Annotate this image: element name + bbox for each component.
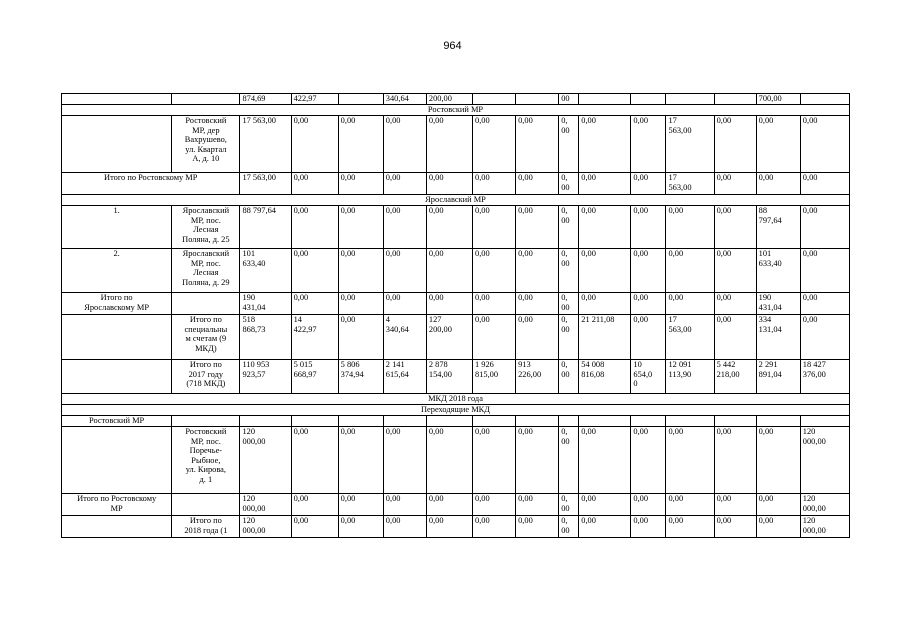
year-total-row: [62, 360, 850, 394]
house-row: [62, 116, 850, 173]
section-title: МКД 2018 года: [62, 394, 850, 405]
value-cell: 0,00: [516, 427, 559, 494]
value-cell: [338, 416, 383, 427]
year-total-row: [62, 516, 850, 538]
value-cell: 913 226,00: [516, 360, 559, 394]
value-cell: 0,00: [338, 116, 383, 173]
value-cell: [516, 416, 559, 427]
value-cell: 1 926 815,00: [473, 360, 516, 394]
value-cell: 0,00: [291, 116, 338, 173]
value-cell: 0, 00: [559, 360, 579, 394]
value-cell: [631, 416, 666, 427]
value-cell: [666, 94, 714, 105]
value-cell: 0,00: [291, 206, 338, 249]
value-cell: [579, 94, 631, 105]
district-total-row: [62, 494, 850, 516]
value-cell: 21 211,08: [579, 315, 631, 360]
row-label-cell: [62, 116, 172, 173]
value-cell: [579, 416, 631, 427]
value-cell: 0,00: [579, 206, 631, 249]
value-cell: 0,00: [426, 494, 472, 516]
value-cell: [338, 94, 383, 105]
value-cell: 0,00: [666, 516, 714, 538]
value-cell: 0,00: [579, 293, 631, 315]
section-row: [62, 405, 850, 416]
district-label-row: [62, 416, 850, 427]
value-cell: 88 797,64: [756, 206, 800, 249]
value-cell: [516, 94, 559, 105]
row-label-cell: [62, 94, 172, 105]
value-cell: 0,00: [473, 516, 516, 538]
value-cell: [473, 94, 516, 105]
value-cell: 0,00: [426, 249, 472, 293]
value-cell: 0,00: [756, 516, 800, 538]
value-cell: 0,00: [516, 249, 559, 293]
address-cell: Итого по 2017 году (718 МКД): [172, 360, 240, 394]
address-cell: Ярославский МР, пос. Лесная Поляна, д. 29: [172, 249, 240, 293]
value-cell: 14 422,97: [291, 315, 338, 360]
value-cell: 0,00: [631, 173, 666, 195]
address-cell: Ярославский МР, пос. Лесная Поляна, д. 25: [172, 206, 240, 249]
house-row: [62, 249, 850, 293]
value-cell: [714, 416, 756, 427]
value-cell: 0,00: [714, 315, 756, 360]
address-cell: [172, 416, 240, 427]
value-cell: 190 431,04: [756, 293, 800, 315]
value-cell: 0,00: [291, 293, 338, 315]
value-cell: 700,00: [756, 94, 800, 105]
value-cell: 0, 00: [559, 315, 579, 360]
value-cell: 127 200,00: [426, 315, 472, 360]
value-cell: 0,00: [473, 293, 516, 315]
district-total-row: [62, 173, 850, 195]
value-cell: 88 797,64: [240, 206, 291, 249]
value-cell: 518 868,73: [240, 315, 291, 360]
value-cell: 0,00: [714, 427, 756, 494]
house-row: [62, 206, 850, 249]
value-cell: 0,00: [338, 173, 383, 195]
value-cell: 0,00: [473, 249, 516, 293]
value-cell: 0,00: [516, 315, 559, 360]
value-cell: 120 000,00: [800, 516, 849, 538]
row-label-cell: Ростовский МР: [62, 416, 172, 427]
value-cell: 10 654,0 0: [631, 360, 666, 394]
value-cell: 0, 00: [559, 206, 579, 249]
value-cell: 0,00: [383, 116, 426, 173]
value-cell: 340,64: [383, 94, 426, 105]
value-cell: 0,00: [714, 293, 756, 315]
house-row: [62, 427, 850, 494]
value-cell: 0,00: [516, 206, 559, 249]
value-cell: [714, 94, 756, 105]
value-cell: 0,00: [291, 173, 338, 195]
value-cell: 110 953 923,57: [240, 360, 291, 394]
address-cell: Ростовский МР, дер Вахрушево, ул. Квартал А, д. 10: [172, 116, 240, 173]
value-cell: 17 563,00: [240, 116, 291, 173]
value-cell: 0,00: [631, 427, 666, 494]
value-cell: 17 563,00: [666, 173, 714, 195]
value-cell: 0,00: [516, 516, 559, 538]
value-cell: 0,00: [579, 249, 631, 293]
value-cell: 0,00: [383, 293, 426, 315]
value-cell: 0,00: [666, 427, 714, 494]
value-cell: 5 806 374,94: [338, 360, 383, 394]
value-cell: 0,00: [666, 494, 714, 516]
value-cell: 0,00: [579, 173, 631, 195]
value-cell: 0, 00: [559, 516, 579, 538]
value-cell: 0,00: [383, 427, 426, 494]
value-cell: 0,00: [714, 494, 756, 516]
value-cell: 334 131,04: [756, 315, 800, 360]
value-cell: 0,00: [714, 173, 756, 195]
row-label-cell: 1.: [62, 206, 172, 249]
section-title: Переходящие МКД: [62, 405, 850, 416]
value-cell: 0,00: [631, 249, 666, 293]
value-cell: 0,00: [631, 315, 666, 360]
value-cell: 0,00: [338, 516, 383, 538]
page-number: 964: [443, 40, 462, 52]
value-cell: 0,00: [426, 293, 472, 315]
value-cell: 18 427 376,00: [800, 360, 849, 394]
value-cell: 101 633,40: [240, 249, 291, 293]
value-cell: 0,00: [383, 516, 426, 538]
value-cell: 0,00: [473, 315, 516, 360]
section-row: [62, 105, 850, 116]
value-cell: 0,00: [516, 494, 559, 516]
value-cell: 0,00: [473, 427, 516, 494]
value-cell: 0,00: [714, 116, 756, 173]
value-cell: [291, 416, 338, 427]
value-cell: 17 563,00: [666, 315, 714, 360]
value-cell: 2 878 154,00: [426, 360, 472, 394]
value-cell: [666, 416, 714, 427]
value-cell: 0,00: [714, 249, 756, 293]
section-title: Ярославский МР: [62, 195, 850, 206]
value-cell: 0,00: [579, 516, 631, 538]
value-cell: 0,00: [383, 173, 426, 195]
value-cell: 0,00: [756, 116, 800, 173]
value-cell: 0,00: [714, 206, 756, 249]
value-cell: 0,00: [714, 516, 756, 538]
row-label-cell: 2.: [62, 249, 172, 293]
value-cell: 0, 00: [559, 293, 579, 315]
section-row: [62, 394, 850, 405]
value-cell: 0,00: [473, 494, 516, 516]
value-cell: 0,00: [426, 116, 472, 173]
value-cell: 0,00: [291, 249, 338, 293]
value-cell: 00: [559, 94, 579, 105]
value-cell: 0,00: [800, 173, 849, 195]
value-cell: 0,00: [800, 249, 849, 293]
value-cell: [426, 416, 472, 427]
value-cell: 0,00: [800, 206, 849, 249]
value-cell: 0,00: [338, 293, 383, 315]
address-cell: [172, 293, 240, 315]
value-cell: 120 000,00: [800, 427, 849, 494]
value-cell: 0, 00: [559, 249, 579, 293]
value-cell: 0, 00: [559, 494, 579, 516]
value-cell: 0,00: [338, 249, 383, 293]
value-cell: 0,00: [631, 494, 666, 516]
value-cell: 0,00: [800, 293, 849, 315]
value-cell: 0,00: [800, 315, 849, 360]
row-label-cell: Итого по Ростовскому МР: [62, 173, 240, 195]
row-label-cell: [62, 427, 172, 494]
value-cell: 2 141 615,64: [383, 360, 426, 394]
value-cell: 0,00: [338, 206, 383, 249]
value-cell: 0,00: [473, 116, 516, 173]
row-label-cell: [62, 516, 172, 538]
carryover-row: [62, 94, 850, 105]
value-cell: 0,00: [383, 494, 426, 516]
value-cell: 190 431,04: [240, 293, 291, 315]
value-cell: [473, 416, 516, 427]
value-cell: 0,00: [338, 494, 383, 516]
row-label-cell: [62, 360, 172, 394]
value-cell: 0,00: [800, 116, 849, 173]
special-accounts-total-row: [62, 315, 850, 360]
value-cell: 0,00: [426, 206, 472, 249]
value-cell: 0,00: [579, 427, 631, 494]
value-cell: 101 633,40: [756, 249, 800, 293]
section-title: Ростовский МР: [62, 105, 850, 116]
value-cell: 0,00: [516, 116, 559, 173]
value-cell: 4 340,64: [383, 315, 426, 360]
value-cell: 0,00: [291, 516, 338, 538]
value-cell: 0, 00: [559, 173, 579, 195]
address-cell: [172, 494, 240, 516]
section-row: [62, 195, 850, 206]
value-cell: [631, 94, 666, 105]
value-cell: 120 000,00: [240, 494, 291, 516]
value-cell: 0,00: [756, 427, 800, 494]
value-cell: 0, 00: [559, 116, 579, 173]
value-cell: 0,00: [756, 494, 800, 516]
value-cell: 0,00: [516, 173, 559, 195]
value-cell: 422,97: [291, 94, 338, 105]
value-cell: [800, 416, 849, 427]
value-cell: 120 000,00: [800, 494, 849, 516]
value-cell: 0,00: [666, 249, 714, 293]
value-cell: 5 015 668,97: [291, 360, 338, 394]
value-cell: [800, 94, 849, 105]
capital-repair-table: [61, 93, 850, 538]
value-cell: 0,00: [579, 116, 631, 173]
value-cell: 0,00: [426, 516, 472, 538]
value-cell: 0,00: [291, 494, 338, 516]
value-cell: 0,00: [631, 206, 666, 249]
value-cell: 5 442 218,00: [714, 360, 756, 394]
value-cell: 17 563,00: [666, 116, 714, 173]
address-cell: Ростовский МР, пос. Поречье- Рыбное, ул. Кирова, д. 1: [172, 427, 240, 494]
value-cell: 0,00: [579, 494, 631, 516]
value-cell: 120 000,00: [240, 516, 291, 538]
row-label-cell: Итого по Ростовскому МР: [62, 494, 172, 516]
value-cell: 0,00: [756, 173, 800, 195]
value-cell: [756, 416, 800, 427]
value-cell: [559, 416, 579, 427]
value-cell: 0,00: [666, 293, 714, 315]
value-cell: 0,00: [516, 293, 559, 315]
value-cell: 874,69: [240, 94, 291, 105]
value-cell: 0,00: [383, 249, 426, 293]
value-cell: [383, 416, 426, 427]
address-cell: Итого по специальны м счетам (9 МКД): [172, 315, 240, 360]
district-total-row: [62, 293, 850, 315]
value-cell: 0,00: [426, 427, 472, 494]
row-label-cell: [62, 315, 172, 360]
address-cell: [172, 94, 240, 105]
value-cell: 0,00: [631, 116, 666, 173]
address-cell: Итого по 2018 года (1: [172, 516, 240, 538]
value-cell: 0,00: [383, 206, 426, 249]
value-cell: 2 291 891,04: [756, 360, 800, 394]
value-cell: 0,00: [291, 427, 338, 494]
value-cell: 17 563,00: [240, 173, 291, 195]
value-cell: 54 008 816,08: [579, 360, 631, 394]
value-cell: 0,00: [338, 315, 383, 360]
value-cell: 0,00: [473, 206, 516, 249]
value-cell: 200,00: [426, 94, 472, 105]
row-label-cell: Итого по Ярославскому МР: [62, 293, 172, 315]
value-cell: 0,00: [666, 206, 714, 249]
value-cell: 0,00: [473, 173, 516, 195]
value-cell: 0, 00: [559, 427, 579, 494]
value-cell: 0,00: [338, 427, 383, 494]
value-cell: [240, 416, 291, 427]
value-cell: 12 091 113,90: [666, 360, 714, 394]
value-cell: 0,00: [631, 293, 666, 315]
value-cell: 120 000,00: [240, 427, 291, 494]
value-cell: 0,00: [631, 516, 666, 538]
value-cell: 0,00: [426, 173, 472, 195]
